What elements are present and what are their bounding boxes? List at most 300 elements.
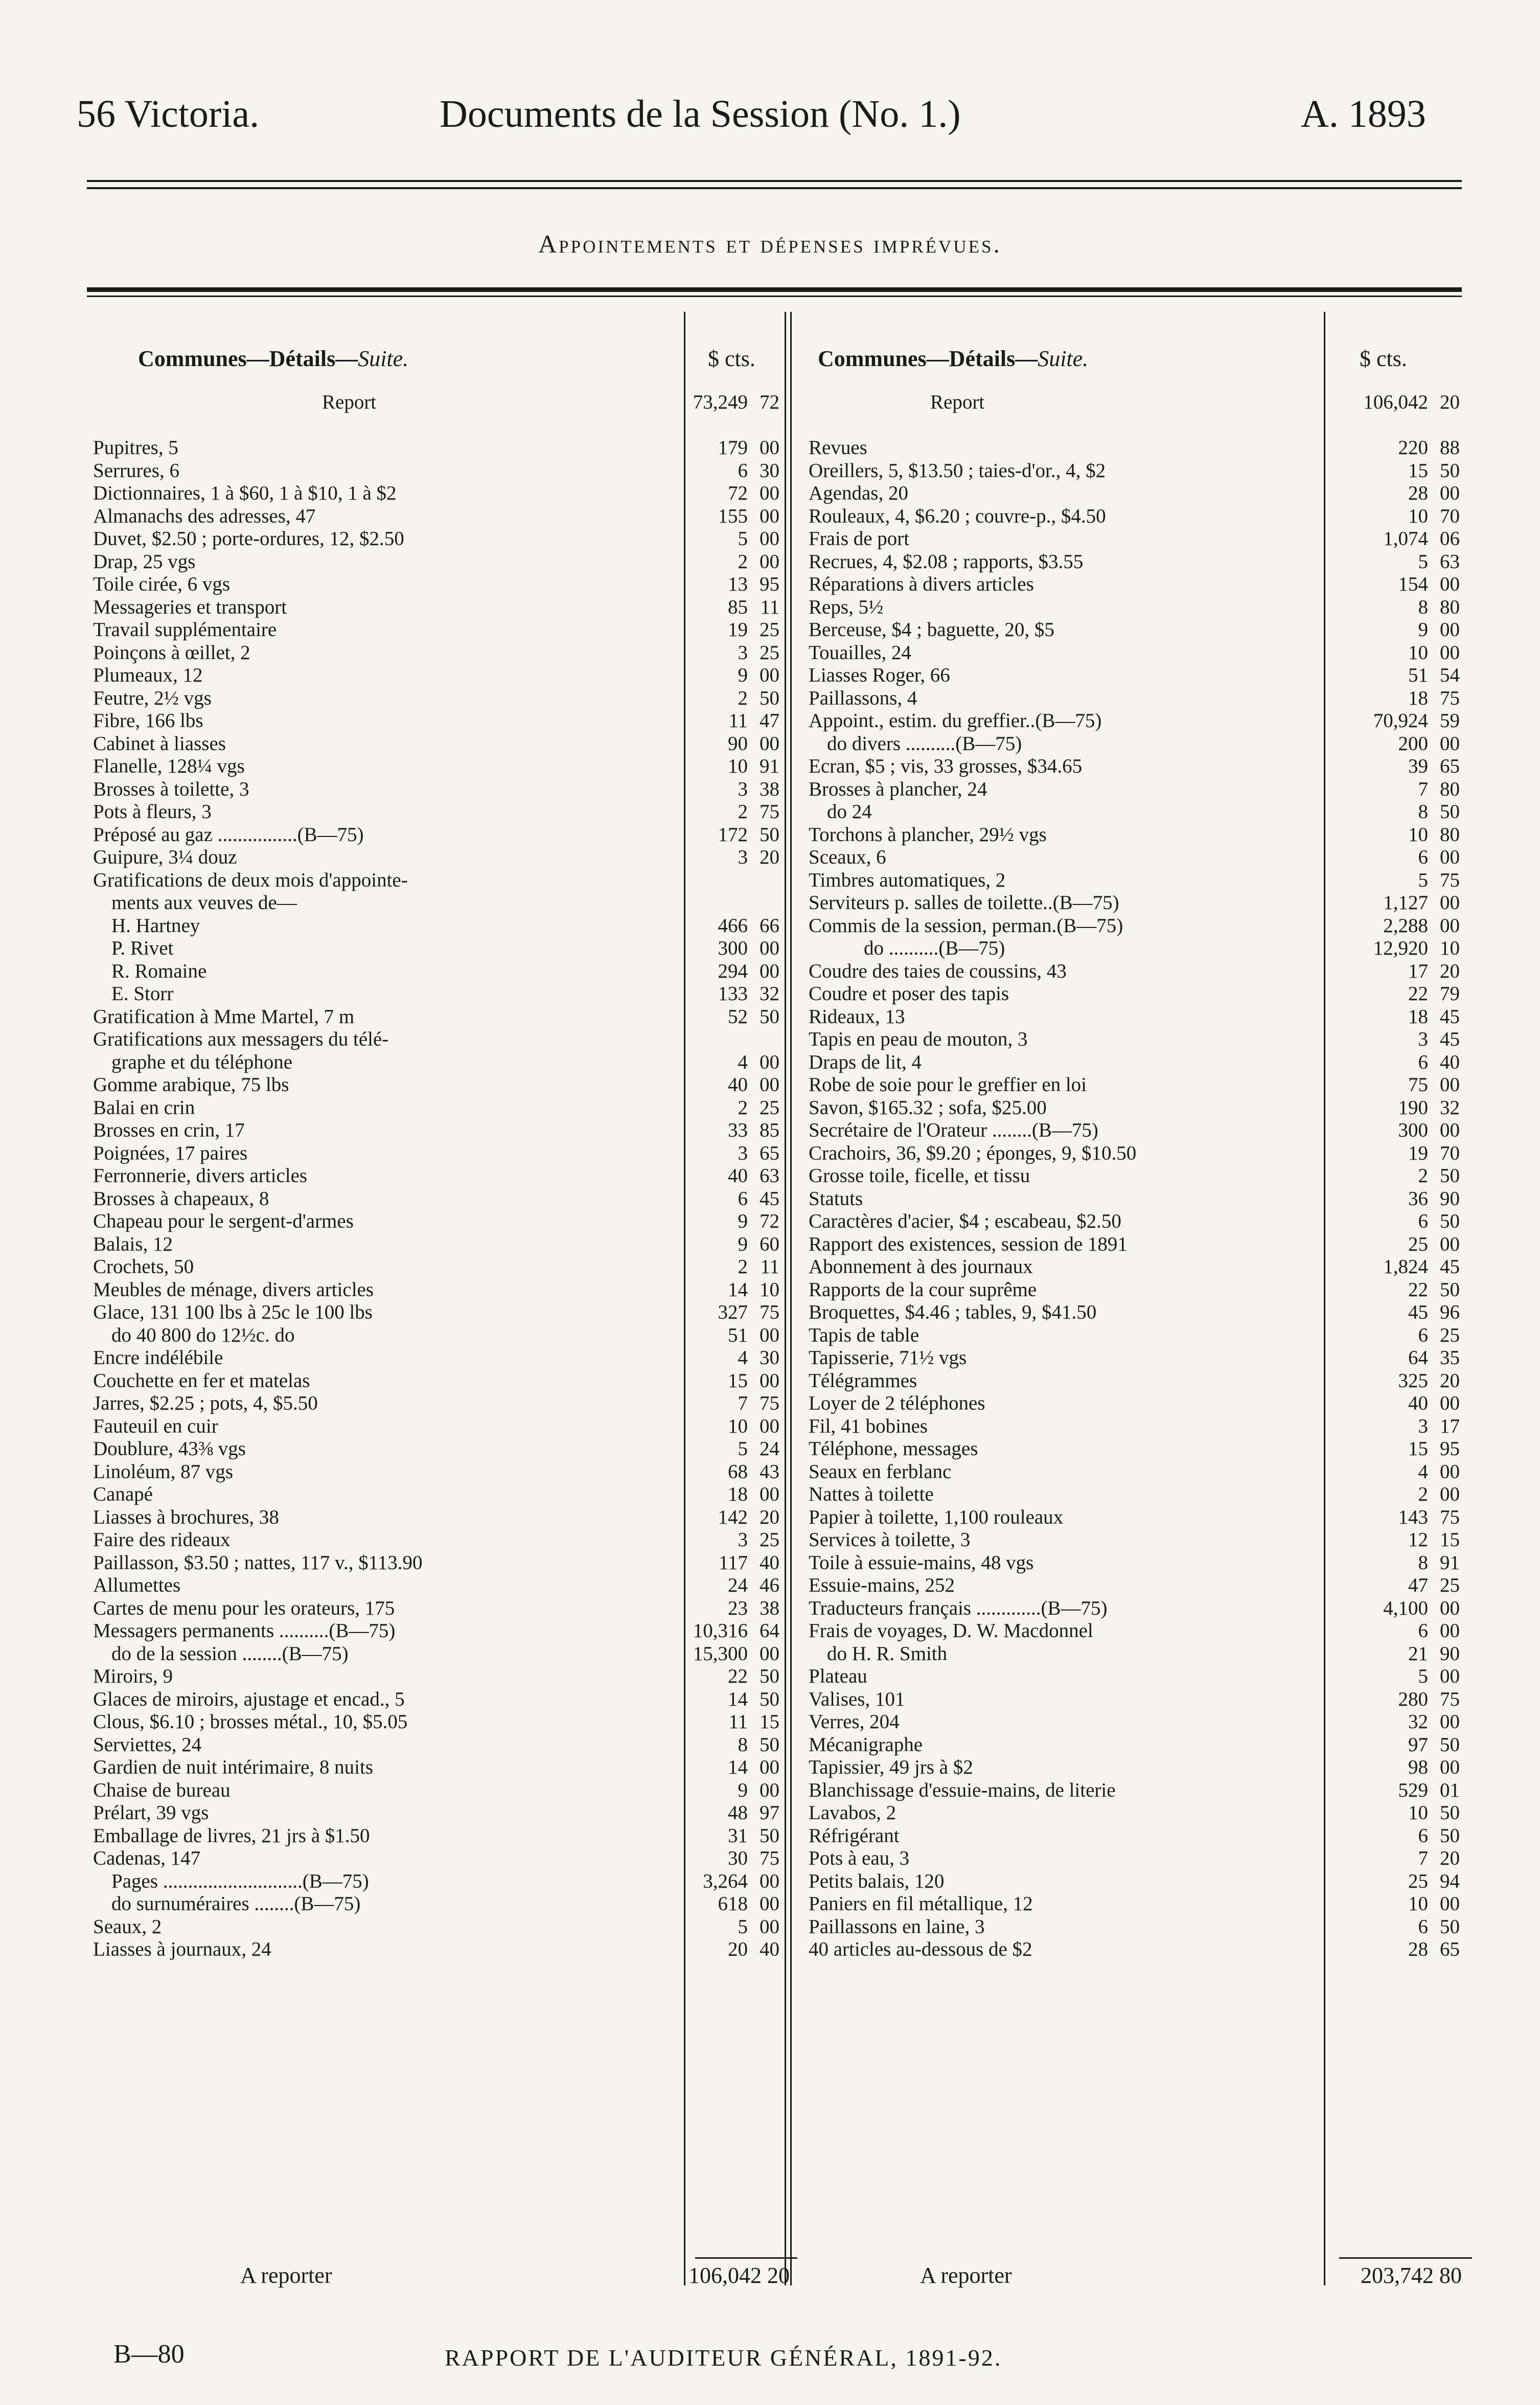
item-label: Traducteurs français .............(B—75): [809, 1597, 1108, 1619]
item-label: Tapisserie, 71½ vgs: [809, 1347, 967, 1369]
item-cents: 88: [1440, 437, 1460, 459]
item-dollars: 36: [1408, 1187, 1428, 1210]
item-label: Réfrigérant: [809, 1824, 900, 1847]
item-amount: [1332, 1665, 1460, 1688]
item-amount: [690, 755, 779, 778]
item-cents: 00: [760, 550, 779, 573]
item-amount: [1332, 1506, 1460, 1529]
item-label: Réparations à divers articles: [809, 573, 1034, 595]
item-amount: [690, 1188, 779, 1211]
item-cents: 20: [760, 1506, 779, 1528]
item-cents: 00: [760, 1074, 779, 1096]
item-dollars: 14: [728, 1278, 748, 1301]
item-label: do 40 800 do 12½c. do: [111, 1324, 295, 1346]
table-row: [82, 1938, 792, 1961]
item-label: Emballage de livres, 21 jrs à $1.50: [93, 1824, 370, 1847]
item-dollars: 22: [1408, 1278, 1428, 1301]
item-cents: 01: [1440, 1779, 1460, 1801]
item-amount: [690, 1392, 779, 1415]
item-label: Plumeaux, 12: [93, 664, 203, 686]
table-row: [82, 414, 792, 437]
item-cents: 32: [760, 983, 779, 1005]
item-cents: 11: [760, 596, 779, 618]
item-cents: 00: [1440, 1756, 1460, 1778]
item-label: Duvet, $2.50 ; porte-ordures, 12, $2.50: [93, 528, 404, 550]
table-row: [82, 1506, 792, 1529]
item-dollars: 8: [1418, 596, 1428, 618]
table-row: [797, 846, 1464, 869]
item-cents: 91: [760, 755, 779, 777]
item-cents: 50: [1440, 1210, 1460, 1232]
right-carry-forward: [920, 2262, 1467, 2293]
item-dollars: 2: [738, 801, 748, 823]
item-label: Préposé au gaz ................(B—75): [93, 823, 364, 846]
item-dollars: 20: [728, 1938, 748, 1960]
table-row: [82, 437, 792, 460]
item-amount: [1332, 1825, 1460, 1848]
item-label: Blanchissage d'essuie-mains, de literie: [809, 1779, 1116, 1801]
item-dollars: 51: [728, 1324, 748, 1346]
right-heading-money: $ cts.: [1360, 346, 1407, 371]
item-dollars: 14: [728, 1756, 748, 1778]
table-row: [797, 801, 1464, 824]
item-label: Cabinet à liasses: [93, 732, 226, 755]
item-label: Télégrammes: [809, 1369, 917, 1392]
table-row: [82, 1301, 792, 1324]
item-dollars: 12,920: [1373, 937, 1428, 959]
item-cents: 45: [760, 1187, 779, 1210]
title-rule-thin: [87, 296, 1462, 297]
item-amount: [1332, 1597, 1460, 1620]
item-dollars: 172: [718, 823, 748, 846]
item-label: Agendas, 20: [809, 482, 908, 504]
table-row: [797, 892, 1464, 915]
item-cents: 00: [760, 1756, 779, 1778]
table-row: [797, 1893, 1464, 1916]
item-amount: [690, 1529, 779, 1552]
item-dollars: 6: [1418, 1620, 1428, 1642]
item-label: R. Romaine: [111, 960, 207, 982]
item-dollars: 25: [1408, 1870, 1428, 1892]
item-label: Cartes de menu pour les orateurs, 175: [93, 1597, 395, 1619]
item-dollars: 25: [1408, 1233, 1428, 1255]
table-row: [82, 1028, 792, 1051]
item-cents: 00: [760, 482, 779, 504]
item-dollars: 10,316: [693, 1620, 748, 1642]
table-row: [82, 1688, 792, 1711]
item-amount: [1332, 1006, 1460, 1029]
item-label: Tapis en peau de mouton, 3: [809, 1028, 1028, 1050]
item-dollars: 40: [728, 1165, 748, 1187]
table-row: [82, 1461, 792, 1484]
item-label: 40 articles au-dessous de $2: [809, 1938, 1032, 1960]
item-amount: [690, 642, 779, 665]
item-label: Chapeau pour le sergent-d'armes: [93, 1210, 354, 1232]
item-amount: [690, 1893, 779, 1916]
item-dollars: 7: [1418, 1847, 1428, 1869]
item-dollars: 143: [1398, 1506, 1428, 1528]
table-row: [797, 733, 1464, 756]
item-amount: [1332, 1119, 1460, 1142]
item-dollars: 6: [1418, 1210, 1428, 1232]
item-amount: [1332, 1734, 1460, 1757]
item-cents: 50: [760, 687, 779, 709]
item-label: Frais de voyages, D. W. Macdonnel: [809, 1620, 1093, 1642]
item-dollars: 2: [1418, 1165, 1428, 1187]
item-dollars: 72: [728, 482, 748, 504]
item-cents: 00: [760, 437, 779, 459]
table-row: [797, 573, 1464, 596]
table-row: [82, 1574, 792, 1597]
item-label: do divers ..........(B—75): [827, 732, 1022, 755]
item-label: Rapports de la cour suprême: [809, 1278, 1037, 1301]
table-row: [797, 1552, 1464, 1575]
item-cents: 00: [760, 528, 779, 550]
item-label: Liasses à journaux, 24: [93, 1938, 271, 1960]
item-cents: 00: [1440, 619, 1460, 641]
item-label: Gardien de nuit intérimaire, 8 nuits: [93, 1756, 374, 1778]
item-dollars: 9: [1418, 619, 1428, 641]
right-column: [797, 312, 1464, 2285]
table-row: [797, 1574, 1464, 1597]
table-row: [82, 1210, 792, 1233]
table-row: [82, 1756, 792, 1779]
item-dollars: 9: [738, 1233, 748, 1255]
item-dollars: 13: [728, 573, 748, 595]
table-row: [82, 1392, 792, 1415]
table-row: [797, 960, 1464, 983]
item-label: Oreillers, 5, $13.50 ; taies-d'or., 4, $2: [809, 459, 1106, 482]
item-label: Caractères d'acier, $4 ; escabeau, $2.50: [809, 1210, 1121, 1232]
item-cents: 15: [760, 1711, 779, 1733]
table-row: [82, 1529, 792, 1552]
table-row: [82, 869, 792, 892]
item-amount: [1332, 642, 1460, 665]
item-label: Cadenas, 147: [93, 1847, 201, 1869]
item-amount: [1332, 1461, 1460, 1484]
table-row: [82, 1916, 792, 1939]
item-dollars: 48: [728, 1802, 748, 1824]
item-label: Serviettes, 24: [93, 1733, 202, 1756]
item-cents: 00: [1440, 1074, 1460, 1096]
table-row: [82, 482, 792, 505]
item-amount: [1332, 1574, 1460, 1597]
item-cents: 50: [1440, 1824, 1460, 1847]
item-amount: [1332, 1756, 1460, 1779]
item-label: Serviteurs p. salles de toilette..(B—75): [809, 892, 1119, 914]
item-cents: 91: [1440, 1551, 1460, 1574]
item-amount: [1332, 937, 1460, 960]
item-dollars: 9: [738, 664, 748, 686]
item-label: Statuts: [809, 1187, 863, 1210]
table-row: [82, 733, 792, 756]
item-dollars: 4: [738, 1051, 748, 1073]
item-label: Abonnement à des journaux: [809, 1256, 1033, 1278]
item-amount: [1332, 801, 1460, 824]
item-label: Glace, 131 100 lbs à 25c le 100 lbs: [93, 1301, 373, 1323]
item-dollars: 2,288: [1383, 914, 1428, 937]
item-cents: 06: [1440, 528, 1460, 550]
item-dollars: 10: [1408, 1893, 1428, 1915]
item-cents: 11: [760, 1256, 779, 1278]
item-dollars: 98: [1408, 1756, 1428, 1778]
table-row: [82, 1188, 792, 1211]
item-amount: [690, 1461, 779, 1484]
table-row: [797, 1870, 1464, 1893]
table-row: [797, 391, 1464, 414]
table-row: [797, 1119, 1464, 1142]
item-cents: 00: [760, 937, 779, 959]
item-amount: [690, 1870, 779, 1893]
item-cents: 00: [1440, 846, 1460, 868]
item-cents: 79: [1440, 983, 1460, 1005]
header-left: 56 Victoria.: [77, 93, 260, 135]
item-cents: 54: [1440, 664, 1460, 686]
carry-rule-right: [1339, 2257, 1472, 2259]
table-row: [82, 1802, 792, 1825]
item-cents: 20: [1440, 391, 1460, 413]
item-cents: 00: [1440, 1711, 1460, 1733]
item-label: Paillasson, $3.50 ; nattes, 117 v., $113.90: [93, 1551, 423, 1574]
item-amount: [690, 551, 779, 574]
item-label: Paillassons, 4: [809, 687, 917, 709]
table-row: [797, 1665, 1464, 1688]
item-label: Timbres automatiques, 2: [809, 869, 1006, 891]
item-dollars: 10: [728, 755, 748, 777]
item-cents: 00: [760, 1870, 779, 1892]
item-amount: [690, 1734, 779, 1757]
table-row: [797, 1415, 1464, 1438]
item-cents: 00: [760, 1893, 779, 1915]
item-amount: [690, 1483, 779, 1506]
table-row: [82, 755, 792, 778]
item-amount: [690, 960, 779, 983]
item-amount: [690, 1802, 779, 1825]
left-heading-title: Communes—Détails—Suite.: [138, 346, 409, 371]
item-amount: [690, 1347, 779, 1370]
item-amount: [690, 1279, 779, 1302]
item-label: ments aux veuves de—: [111, 892, 297, 914]
item-cents: 50: [760, 823, 779, 846]
item-amount: [690, 1938, 779, 1961]
item-label: Miroirs, 9: [93, 1665, 173, 1687]
table-row: [82, 1006, 792, 1029]
item-label: Drap, 25 vgs: [93, 550, 196, 573]
item-dollars: 97: [1408, 1733, 1428, 1756]
table-row: [797, 1847, 1464, 1870]
item-cents: 25: [760, 1096, 779, 1119]
item-amount: [1332, 1051, 1460, 1074]
item-cents: 90: [1440, 1187, 1460, 1210]
item-amount: [1332, 1279, 1460, 1302]
item-amount: [690, 846, 779, 869]
table-row: [82, 1779, 792, 1802]
item-amount: [690, 1643, 779, 1666]
table-row: [82, 846, 792, 869]
item-amount: [690, 414, 779, 437]
item-dollars: 1,824: [1383, 1256, 1428, 1278]
item-dollars: 39: [1408, 755, 1428, 777]
item-dollars: 11: [728, 710, 748, 732]
item-dollars: 280: [1398, 1688, 1428, 1710]
item-amount: [1332, 505, 1460, 528]
table-row: [82, 1370, 792, 1393]
right-rows: [797, 391, 1464, 1961]
table-row: [797, 1734, 1464, 1757]
table-row: [82, 1552, 792, 1575]
item-cents: 66: [760, 914, 779, 937]
item-label: E. Storr: [111, 983, 174, 1005]
item-amount: [690, 1051, 779, 1074]
item-dollars: 327: [718, 1301, 748, 1323]
item-dollars: 52: [728, 1005, 748, 1028]
item-cents: 65: [760, 1142, 779, 1164]
item-cents: 25: [760, 619, 779, 641]
item-amount: [1332, 1210, 1460, 1233]
item-dollars: 8: [1418, 801, 1428, 823]
table-row: [82, 664, 792, 687]
item-cents: 25: [760, 641, 779, 664]
item-amount: [690, 1847, 779, 1870]
item-label: Rapport des existences, session de 1891: [809, 1233, 1128, 1255]
item-cents: 65: [1440, 1938, 1460, 1960]
item-cents: 30: [760, 1347, 779, 1369]
item-label: Poignées, 17 paires: [93, 1142, 248, 1164]
item-dollars: 6: [1418, 1824, 1428, 1847]
item-cents: 80: [1440, 823, 1460, 846]
item-label: do H. R. Smith: [827, 1642, 948, 1665]
item-cents: 75: [1440, 1506, 1460, 1528]
item-amount: [1332, 1552, 1460, 1575]
item-label: Gratifications de deux mois d'appointe-: [93, 869, 408, 891]
item-dollars: 3: [738, 778, 748, 800]
item-label: Balais, 12: [93, 1233, 173, 1255]
item-amount: [1332, 846, 1460, 869]
table-row: [82, 1643, 792, 1666]
item-label: Guipure, 3¼ douz: [93, 846, 237, 868]
item-cents: 32: [1440, 1096, 1460, 1119]
item-dollars: 51: [1408, 664, 1428, 686]
item-dollars: 11: [728, 1711, 748, 1733]
item-label: Secrétaire de l'Orateur ........(B—75): [809, 1119, 1098, 1141]
item-label: Linoléum, 87 vgs: [93, 1460, 234, 1483]
item-amount: [1332, 983, 1460, 1006]
item-label: Chaise de bureau: [93, 1779, 231, 1801]
item-cents: 40: [1440, 1051, 1460, 1073]
item-amount: [690, 1324, 779, 1347]
item-label: Liasses à brochures, 38: [93, 1506, 279, 1528]
table-row: [82, 642, 792, 665]
item-label: Loyer de 2 téléphones: [809, 1392, 985, 1414]
item-cents: 00: [760, 1415, 779, 1437]
table-row: [797, 937, 1464, 960]
item-cents: 10: [1440, 937, 1460, 959]
item-label: Liasses Roger, 66: [809, 664, 950, 686]
left-carry-amount: 106,042 20: [688, 2263, 790, 2288]
item-dollars: 3: [738, 1529, 748, 1551]
item-amount: [690, 505, 779, 528]
item-amount: [1332, 1688, 1460, 1711]
item-dollars: 10: [728, 1415, 748, 1437]
item-dollars: 179: [718, 437, 748, 459]
item-label: Couchette en fer et matelas: [93, 1369, 310, 1392]
table-row: [82, 1233, 792, 1256]
item-cents: 25: [1440, 1324, 1460, 1346]
item-cents: 10: [760, 1278, 779, 1301]
item-cents: 00: [1440, 1392, 1460, 1414]
table-row: [82, 1620, 792, 1643]
item-amount: [1332, 1438, 1460, 1461]
table-row: [797, 1756, 1464, 1779]
item-label: Brosses à plancher, 24: [809, 778, 987, 800]
item-dollars: 4,100: [1383, 1597, 1428, 1619]
item-label: Brosses à toilette, 3: [93, 778, 249, 800]
table-row: [797, 414, 1464, 437]
item-amount: [1332, 915, 1460, 938]
item-amount: [690, 1779, 779, 1802]
item-label: Essuie-mains, 252: [809, 1574, 955, 1596]
item-amount: [690, 1711, 779, 1734]
table-row: [797, 1347, 1464, 1370]
table-row: [797, 1688, 1464, 1711]
table-row: [797, 1916, 1464, 1939]
item-dollars: 294: [718, 960, 748, 982]
item-dollars: 24: [728, 1574, 748, 1596]
table-row: [797, 778, 1464, 801]
item-cents: 47: [760, 710, 779, 732]
item-amount: [690, 1574, 779, 1597]
item-dollars: 325: [1398, 1369, 1428, 1392]
item-amount: [1332, 1529, 1460, 1552]
item-dollars: 154: [1398, 573, 1428, 595]
item-dollars: 31: [728, 1824, 748, 1847]
item-cents: 00: [760, 1324, 779, 1346]
table-row: [797, 1097, 1464, 1120]
item-cents: 63: [1440, 550, 1460, 573]
item-label: Poinçons à œillet, 2: [93, 641, 250, 664]
table-row: [82, 1279, 792, 1302]
item-cents: 00: [760, 1051, 779, 1073]
item-amount: [1332, 1779, 1460, 1802]
item-dollars: 2: [738, 1256, 748, 1278]
item-amount: [690, 437, 779, 460]
item-amount: [1332, 551, 1460, 574]
item-label: Encre indélébile: [93, 1347, 223, 1369]
item-cents: 00: [1440, 892, 1460, 914]
table-row: [82, 1847, 792, 1870]
item-label: Draps de lit, 4: [809, 1051, 922, 1073]
table-row: [797, 1529, 1464, 1552]
item-dollars: 10: [1408, 1802, 1428, 1824]
item-label: Revues: [809, 437, 867, 459]
item-cents: 63: [760, 1165, 779, 1187]
item-dollars: 22: [1408, 983, 1428, 1005]
item-label: Papier à toilette, 1,100 rouleaux: [809, 1506, 1064, 1528]
item-dollars: 5: [738, 1915, 748, 1938]
table-row: [82, 1893, 792, 1916]
table-row: [82, 1870, 792, 1893]
table-row: [797, 437, 1464, 460]
item-cents: 95: [760, 573, 779, 595]
item-amount: [1332, 1370, 1460, 1393]
left-carry-forward: [240, 2262, 792, 2293]
item-amount: [690, 1438, 779, 1461]
item-dollars: 3,264: [703, 1870, 748, 1892]
item-cents: 72: [760, 1210, 779, 1232]
item-dollars: 220: [1398, 437, 1428, 459]
item-amount: [690, 983, 779, 1006]
item-dollars: 5: [738, 528, 748, 550]
